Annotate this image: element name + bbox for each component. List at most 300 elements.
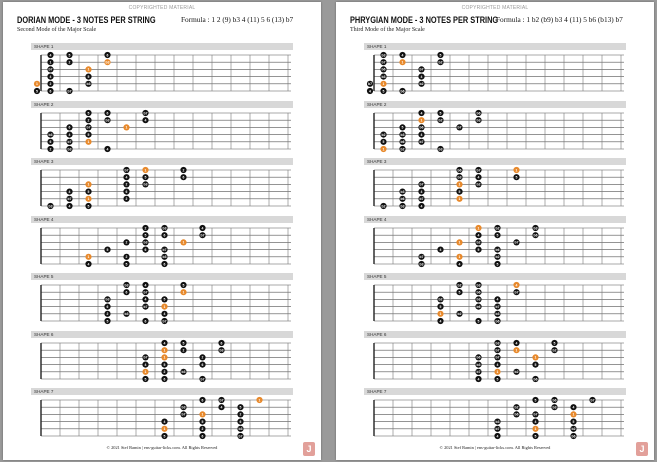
- note-degree-label: 1: [49, 60, 52, 65]
- footer-copyright: © 2021 Stef Ramin | ens-guitar-licks.com. All Rights Reserved: [439, 445, 551, 450]
- note-degree-label: b3: [476, 362, 481, 367]
- note-degree-label: b3: [457, 175, 462, 180]
- shape-5: [364, 273, 626, 324]
- note-degree-label: 1: [201, 412, 204, 417]
- note-degree-label: 1: [163, 304, 166, 309]
- note-degree-label: b2: [514, 369, 519, 374]
- note-degree-label: 6: [201, 398, 204, 403]
- shape-label: SHAPE 3: [34, 159, 54, 164]
- note-degree-label: b7: [495, 348, 500, 352]
- note-degree-label: 6: [68, 125, 71, 130]
- note-degree-label: 5: [572, 419, 575, 424]
- note-degree-label: b2: [552, 348, 557, 352]
- note-degree-label: b2: [495, 225, 500, 230]
- note-degree-label: b7: [590, 398, 595, 403]
- note-degree-label: 1: [382, 82, 385, 87]
- note-degree-label: 2: [68, 60, 71, 65]
- shape-header: [31, 388, 293, 395]
- note-degree-label: 1: [458, 254, 461, 259]
- note-degree-label: 5: [515, 175, 518, 180]
- note-degree-label: b3: [48, 132, 53, 137]
- note-degree-label: 2: [239, 412, 242, 417]
- fretboard-diagram: [364, 165, 626, 209]
- note-degree-label: 1: [401, 60, 404, 65]
- note-degree-label: b6: [495, 247, 500, 252]
- note-degree-label: 4: [144, 283, 147, 288]
- note-degree-label: 6: [201, 362, 204, 367]
- note-degree-label: 2: [144, 225, 147, 230]
- note-degree-label: b6: [400, 139, 405, 144]
- jg-logo-icon: J: [303, 442, 315, 456]
- note-degree-label: 5: [201, 419, 204, 424]
- shape-header: [364, 331, 626, 338]
- note-degree-label: 5: [239, 405, 242, 410]
- note-degree-label: 6: [125, 290, 128, 295]
- note-degree-label: b7: [419, 182, 424, 187]
- note-degree-label: b7: [419, 197, 424, 202]
- note-degree-label: b7: [200, 233, 205, 237]
- note-degree-label: b3: [181, 405, 186, 410]
- note-degree-label: b6: [400, 197, 405, 202]
- note-degree-label: 5: [534, 362, 537, 367]
- note-degree-label: 4: [220, 405, 223, 410]
- note-degree-label: 2: [201, 355, 204, 360]
- note-degree-label: 5: [382, 89, 385, 94]
- note-degree-label: b2: [457, 283, 462, 288]
- note-degree-label: 5: [401, 125, 404, 130]
- note-degree-label: 5: [87, 204, 90, 209]
- note-degree-label: b7: [143, 110, 148, 115]
- note-degree-label: 4: [87, 261, 90, 266]
- note-degree-label: 6: [49, 89, 52, 94]
- note-degree-label: b7: [124, 168, 129, 173]
- note-degree-label: b6: [400, 89, 405, 94]
- note-degree-label: 4: [68, 204, 71, 209]
- note-degree-label: b3: [124, 312, 129, 317]
- note-degree-label: b7: [143, 290, 148, 295]
- note-degree-label: 5: [553, 340, 556, 345]
- note-degree-label: 4: [163, 340, 166, 345]
- shape-header: [31, 331, 293, 338]
- note-degree-label: 1: [534, 355, 537, 360]
- note-degree-label: 4: [477, 376, 480, 381]
- note-degree-label: b3: [381, 74, 386, 79]
- note-degree-label: 1: [87, 182, 90, 187]
- note-degree-label: b3: [48, 204, 53, 209]
- note-degree-label: 4: [420, 204, 423, 209]
- note-degree-label: 1: [144, 369, 147, 374]
- note-degree-label: b3: [105, 118, 110, 122]
- note-degree-label: 5: [144, 175, 147, 180]
- note-degree-label: b2: [438, 118, 443, 122]
- shape-label: SHAPE 2: [367, 101, 387, 107]
- note-degree-label: 1: [87, 197, 90, 202]
- shape-header: [31, 158, 293, 165]
- copyright-notice: COPYRIGHTED MATERIAL: [461, 5, 529, 11]
- note-degree-label: 4: [496, 362, 499, 367]
- note-degree-label: 6: [144, 319, 147, 324]
- note-degree-label: 6: [220, 340, 223, 345]
- note-degree-label: b7: [495, 304, 500, 309]
- note-degree-label: b3: [143, 182, 148, 187]
- note-degree-label: 5: [458, 189, 461, 194]
- note-degree-label: 5: [125, 261, 128, 266]
- note-degree-label: b2: [514, 405, 519, 410]
- note-degree-label: b3: [400, 204, 405, 209]
- note-degree-label: 5: [477, 319, 480, 324]
- note-degree-label: 4: [534, 419, 537, 424]
- note-degree-label: 1: [439, 312, 442, 317]
- note-degree-label: 4: [49, 53, 52, 58]
- shape-header: [364, 216, 626, 223]
- note-degree-label: 1: [125, 125, 128, 130]
- note-degree-label: b6: [514, 412, 519, 417]
- note-degree-label: b7: [419, 254, 424, 259]
- note-degree-label: 4: [106, 146, 109, 151]
- jg-logo-icon: J: [636, 442, 648, 456]
- note-degree-label: 5: [534, 434, 537, 439]
- note-degree-label: b7: [495, 355, 500, 360]
- note-degree-label: b3: [419, 261, 424, 266]
- note-degree-label: 4: [458, 261, 461, 266]
- shape-header: [364, 388, 626, 395]
- note-degree-label: 5: [87, 74, 90, 79]
- fretboard-diagram: [31, 395, 293, 439]
- note-degree-label: b7: [495, 427, 500, 432]
- note-degree-label: 1: [163, 348, 166, 352]
- note-degree-label: b7: [533, 412, 538, 417]
- shape-header: [364, 273, 626, 280]
- note-degree-label: b6: [476, 304, 481, 309]
- note-degree-label: 4: [369, 89, 371, 94]
- note-degree-label: 4: [68, 132, 71, 137]
- note-degree-label: 1: [515, 348, 518, 352]
- note-degree-label: b7: [514, 290, 519, 295]
- note-degree-label: 5: [477, 247, 480, 252]
- shape-label: SHAPE 1: [34, 44, 54, 49]
- note-degree-label: b3: [238, 427, 243, 432]
- note-degree-label: 1: [496, 369, 499, 374]
- note-degree-label: 6: [163, 233, 166, 237]
- note-degree-label: 6: [106, 110, 109, 115]
- shape-label: SHAPE 2: [34, 101, 54, 107]
- note-degree-label: 5: [68, 53, 71, 58]
- note-degree-label: 1: [163, 355, 166, 360]
- note-degree-label: 6: [49, 139, 52, 144]
- note-degree-label: b7: [162, 247, 167, 252]
- note-degree-label: 4: [439, 319, 442, 324]
- note-degree-label: 2: [163, 369, 166, 374]
- fretboard-diagram: [364, 50, 626, 94]
- shape-2: [31, 101, 293, 151]
- note-degree-label: 5: [182, 283, 185, 288]
- note-degree-label: 2: [87, 118, 90, 122]
- shape-label: SHAPE 4: [367, 216, 387, 222]
- note-degree-label: b3: [400, 189, 405, 194]
- note-degree-label: 2: [125, 182, 128, 187]
- note-degree-label: 2: [182, 168, 185, 173]
- note-degree-label: 5: [163, 362, 166, 367]
- note-degree-label: 5: [182, 340, 185, 345]
- note-degree-label: 6: [106, 304, 109, 309]
- note-degree-label: 5: [163, 297, 166, 302]
- note-degree-label: b7: [67, 197, 72, 202]
- note-degree-label: 1: [477, 225, 480, 230]
- note-degree-label: 2: [125, 240, 128, 245]
- note-degree-label: b3: [495, 340, 500, 345]
- note-degree-label: 6: [163, 376, 166, 381]
- note-degree-label: b6: [533, 376, 538, 381]
- note-degree-label: 4: [144, 362, 147, 367]
- fretboard-diagram: [364, 108, 626, 151]
- note-degree-label: b6: [419, 125, 424, 130]
- note-degree-label: 2: [106, 312, 109, 317]
- note-degree-label: 4: [420, 110, 423, 115]
- note-degree-label: b2: [476, 182, 481, 187]
- note-degree-label: b7: [143, 304, 148, 309]
- note-degree-label: b3: [105, 297, 110, 302]
- note-degree-label: b3: [86, 82, 91, 87]
- note-degree-label: b7: [67, 89, 72, 94]
- note-degree-label: b7: [162, 319, 167, 324]
- note-degree-label: b7: [238, 434, 243, 439]
- shape-1: [364, 43, 626, 94]
- note-degree-label: 4: [201, 225, 204, 230]
- note-degree-label: b7: [67, 139, 72, 144]
- note-degree-label: 1: [515, 168, 518, 173]
- fretboard-diagram: [364, 395, 626, 439]
- note-degree-label: 5: [439, 53, 442, 58]
- note-degree-label: b7: [381, 60, 386, 65]
- note-degree-label: 5: [36, 89, 38, 94]
- note-degree-label: 1: [87, 139, 90, 144]
- mode-formula: Formula : 1 2 (9) b3 4 (11) 5 6 (13) b7: [181, 15, 294, 24]
- note-degree-label: 1: [182, 290, 185, 295]
- fretboard-diagram: [31, 338, 293, 381]
- note-degree-label: b7: [143, 355, 148, 360]
- copyright-notice: COPYRIGHTED MATERIAL: [128, 5, 196, 11]
- note-degree-label: b7: [200, 376, 205, 381]
- footer-copyright: © 2021 Stef Ramin | ens-guitar-licks.com. All Rights Reserved: [106, 445, 218, 450]
- shape-1: [31, 43, 293, 94]
- note-degree-label: 5: [534, 398, 537, 403]
- shape-3: [364, 158, 626, 209]
- note-degree-label: 1: [572, 412, 575, 417]
- note-degree-label: 1: [458, 240, 461, 245]
- note-degree-label: 5: [439, 110, 442, 115]
- note-degree-label: 4: [49, 74, 52, 79]
- note-degree-label: 4: [477, 233, 480, 237]
- note-degree-label: 4: [163, 312, 166, 317]
- shape-header: [364, 43, 626, 50]
- note-degree-label: 5: [496, 261, 499, 266]
- note-degree-label: 4: [572, 405, 575, 410]
- note-degree-label: b3: [381, 53, 386, 58]
- note-degree-label: b3: [438, 146, 443, 151]
- note-degree-label: 2: [49, 82, 52, 87]
- note-degree-label: 5: [496, 376, 499, 381]
- shape-6: [364, 331, 626, 381]
- note-degree-label: 6: [163, 261, 166, 266]
- note-degree-label: b6: [381, 67, 386, 72]
- note-degree-label: b3: [476, 283, 481, 288]
- note-degree-label: 1: [87, 254, 90, 259]
- note-degree-label: 6: [106, 53, 109, 58]
- note-degree-label: b2: [438, 297, 443, 302]
- shape-header: [31, 273, 293, 280]
- note-degree-label: 4: [420, 189, 423, 194]
- note-degree-label: 6: [144, 247, 147, 252]
- note-degree-label: 6: [201, 434, 204, 439]
- note-degree-label: b2: [400, 146, 405, 151]
- note-degree-label: b2: [419, 82, 424, 87]
- note-degree-label: b7: [181, 412, 186, 417]
- note-degree-label: 1: [144, 168, 147, 173]
- shape-5: [31, 273, 293, 324]
- note-degree-label: 4: [477, 175, 480, 180]
- fretboard-diagram: [364, 338, 626, 381]
- note-degree-label: b3: [143, 240, 148, 245]
- note-degree-label: b6: [457, 168, 462, 173]
- note-degree-label: b2: [438, 60, 443, 65]
- note-degree-label: b3: [181, 369, 186, 374]
- note-degree-label: b7: [476, 369, 481, 374]
- fretboard-diagram: [364, 223, 626, 266]
- note-degree-label: 1: [182, 240, 185, 245]
- note-degree-label: b7: [419, 67, 424, 72]
- note-degree-label: 5: [439, 304, 442, 309]
- page-phrygian: [336, 2, 654, 460]
- shape-header: [31, 101, 293, 108]
- fretboard-diagram: [364, 280, 626, 324]
- fretboard-diagram: [31, 50, 293, 94]
- note-degree-label: b2: [495, 254, 500, 259]
- note-degree-label: b2: [571, 427, 576, 432]
- note-degree-label: b6: [571, 434, 576, 439]
- note-degree-label: 4: [420, 132, 423, 137]
- note-degree-label: b3: [219, 348, 224, 352]
- note-degree-label: 1: [163, 427, 166, 432]
- shape-label: SHAPE 3: [367, 159, 387, 164]
- shape-7: [31, 388, 293, 439]
- note-degree-label: 5: [87, 189, 90, 194]
- shape-header: [364, 158, 626, 165]
- note-degree-label: 6: [182, 175, 185, 180]
- shape-7: [364, 388, 626, 439]
- note-degree-label: 1: [382, 146, 385, 151]
- note-degree-label: b2: [476, 240, 481, 245]
- fretboard-diagram: [31, 280, 293, 324]
- note-degree-label: b3: [533, 225, 538, 230]
- note-degree-label: 1: [420, 118, 423, 122]
- note-degree-label: b7: [86, 125, 91, 130]
- note-degree-label: 4: [144, 297, 147, 302]
- note-degree-label: b2: [381, 204, 386, 209]
- note-degree-label: 2: [49, 146, 52, 151]
- shape-6: [31, 331, 293, 381]
- shape-header: [31, 43, 293, 50]
- note-degree-label: b7: [476, 168, 481, 173]
- shape-header: [31, 216, 293, 223]
- note-degree-label: 4: [439, 247, 442, 252]
- note-degree-label: 4: [144, 118, 147, 122]
- note-degree-label: b3: [476, 118, 481, 122]
- page-dorian: [3, 2, 321, 460]
- note-degree-label: 1: [36, 82, 38, 87]
- shape-3: [31, 158, 293, 209]
- note-degree-label: b6: [552, 398, 557, 403]
- note-degree-label: 2: [182, 348, 185, 352]
- note-degree-label: b3: [495, 419, 500, 424]
- note-degree-label: 2: [201, 427, 204, 432]
- note-degree-label: b7: [219, 398, 224, 403]
- note-degree-label: 1: [87, 67, 90, 72]
- shape-label: SHAPE 5: [34, 274, 54, 279]
- shape-label: SHAPE 6: [367, 331, 387, 337]
- note-degree-label: 4: [125, 175, 128, 180]
- note-degree-label: b6: [495, 319, 500, 324]
- note-degree-label: b7: [368, 82, 372, 87]
- shape-label: SHAPE 1: [367, 44, 387, 49]
- note-degree-label: 1: [458, 197, 461, 202]
- note-degree-label: 5: [382, 139, 385, 144]
- note-degree-label: 5: [87, 132, 90, 137]
- note-degree-label: 1: [258, 398, 261, 403]
- note-degree-label: b7: [457, 125, 462, 130]
- page-subtitle: Second Mode of the Major Scale: [17, 27, 97, 33]
- note-degree-label: b3: [105, 60, 110, 65]
- shape-label: SHAPE 7: [34, 389, 54, 394]
- note-degree-label: 4: [68, 189, 71, 194]
- note-degree-label: b6: [476, 355, 481, 360]
- note-degree-label: 2: [125, 197, 128, 202]
- note-degree-label: b3: [552, 405, 557, 410]
- note-degree-label: b3: [400, 132, 405, 137]
- shape-header: [364, 101, 626, 108]
- shape-2: [364, 101, 626, 151]
- note-degree-label: 5: [496, 233, 499, 237]
- note-degree-label: 4: [163, 419, 166, 424]
- note-degree-label: 5: [144, 233, 147, 237]
- note-degree-label: 4: [420, 74, 423, 79]
- note-degree-label: 1: [534, 427, 537, 432]
- page-title: PHRYGIAN MODE - 3 NOTES PER STRING: [350, 15, 499, 25]
- page-subtitle: Third Mode of the Major Scale: [350, 27, 425, 33]
- note-degree-label: 5: [106, 319, 109, 324]
- note-degree-label: 6: [239, 419, 242, 424]
- note-degree-label: b2: [457, 312, 462, 317]
- shape-label: SHAPE 7: [367, 389, 387, 394]
- note-degree-label: 4: [515, 283, 518, 288]
- note-degree-label: b6: [476, 290, 481, 295]
- mode-formula: Formula : 1 b2 (b9) b3 4 (11) 5 b6 (b13) b7: [496, 15, 623, 24]
- note-degree-label: b6: [533, 233, 538, 237]
- note-degree-label: b7: [48, 67, 53, 72]
- note-degree-label: b3: [476, 297, 481, 302]
- note-degree-label: b3: [495, 312, 500, 317]
- note-degree-label: b2: [381, 132, 386, 137]
- shape-label: SHAPE 5: [367, 274, 387, 279]
- fretboard-diagram: [31, 165, 293, 209]
- page-title: DORIAN MODE - 3 NOTES PER STRING: [17, 15, 156, 25]
- fretboard-diagram: [31, 223, 293, 266]
- note-degree-label: 5: [87, 110, 90, 115]
- note-degree-label: b6: [476, 110, 481, 115]
- note-degree-label: 4: [515, 340, 518, 345]
- note-degree-label: 5: [106, 247, 109, 252]
- note-degree-label: 5: [144, 376, 147, 381]
- shape-4: [364, 216, 626, 266]
